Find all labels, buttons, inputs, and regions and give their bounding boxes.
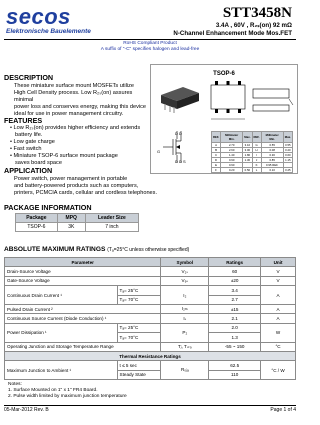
- dim-cell: B: [212, 148, 221, 153]
- amr-condition: Tₐ= 25°C: [117, 286, 161, 295]
- amr-rating: ±15: [209, 304, 261, 313]
- amr-unit: A: [261, 286, 296, 305]
- dim-header: REF.: [252, 132, 261, 143]
- amr-unit: °C: [261, 342, 296, 351]
- dim-cell: 0.10: [261, 168, 283, 173]
- header-rule: [4, 39, 296, 40]
- amr-row-vgs: [5, 276, 296, 285]
- feature-item: • Fast switch: [10, 146, 42, 152]
- dim-header: Millimeter Min.: [221, 132, 243, 143]
- dim-cell: 2.70: [221, 143, 243, 148]
- amr-row-tj: [5, 342, 296, 351]
- amr-unit: A: [261, 314, 296, 323]
- amr-row-idm: [5, 304, 296, 313]
- dimension-table: [211, 131, 293, 173]
- amr-param: Continuous Source Current (Diode Conduction) ¹: [5, 314, 161, 323]
- pin-label-bottom: D D S: [175, 159, 186, 164]
- dim-cell: 1.15: [285, 158, 291, 162]
- feature-item: saves board space: [15, 160, 62, 166]
- amr-rating: 1.3: [209, 333, 261, 342]
- amr-rating: -55 ~ 150: [209, 342, 261, 351]
- feature-item: battery life.: [15, 132, 43, 138]
- amr-symbol: I₂ₘ: [161, 304, 209, 313]
- amr-row-pd-25: [5, 323, 296, 332]
- notes: [8, 382, 127, 400]
- amr-param: Gate-Source Voltage: [5, 276, 161, 285]
- amr-rating: 62.5: [209, 361, 261, 370]
- brand-subtitle: Elektronische Bauelemente: [6, 28, 91, 35]
- amr-rating: 2.1: [209, 314, 261, 323]
- amr-row-id-25: [5, 286, 296, 295]
- application-title: APPLICATION: [4, 166, 53, 175]
- dim-cell: K: [252, 163, 261, 168]
- amr-header: Unit: [261, 258, 296, 267]
- amr-header: Symbol: [161, 258, 209, 267]
- application-line: Power switch, power management in portable: [14, 176, 128, 182]
- dim-cell: 2.60: [221, 148, 243, 153]
- dim-header: Max.: [283, 132, 292, 143]
- amr-rating: 60: [209, 267, 261, 276]
- amr-param: Maximum Junction to Ambient ¹: [5, 361, 118, 380]
- amr-unit: A: [261, 304, 296, 313]
- application-line: and battery-powered products such as computers,: [14, 183, 139, 189]
- amr-condition: Tₐ= 70°C: [117, 295, 161, 304]
- dim-cell: 0.25: [285, 168, 291, 172]
- amr-condition: t ≤ 5 sec: [117, 361, 161, 370]
- ordering-header: Package: [16, 214, 58, 223]
- dim-cell: 0.20: [221, 168, 243, 173]
- rohs-line-2: A suffix of "-C" specifies halogen and lead-free: [100, 47, 200, 52]
- notes-title: Notes:: [8, 382, 22, 387]
- note-item: 1. Surface Mounted on 1" x 1" FR4 Board.: [8, 388, 98, 393]
- feature-item: • Low gate charge: [10, 139, 55, 145]
- package-drawing: [155, 79, 295, 129]
- dim-cell: 0.55: [285, 143, 291, 147]
- amr-condition: Tₐ= 25°C: [117, 323, 161, 332]
- amr-param: Power Dissipation ¹: [5, 323, 118, 342]
- amr-symbol: R₀ⱼₐ: [161, 361, 209, 380]
- dim-header: REF.: [212, 132, 221, 143]
- amr-condition: Steady State: [117, 370, 161, 379]
- amr-symbol: I₂: [161, 286, 209, 305]
- amr-param: Continuous Drain Current ¹: [5, 286, 118, 305]
- amr-table: [4, 257, 296, 380]
- amr-symbol: V₉ₛ: [161, 276, 209, 285]
- amr-rating: 2.0: [209, 323, 261, 332]
- amr-title-text: ABSOLUTE MAXIMUM RATINGS: [4, 246, 106, 253]
- dim-cell: 1.80: [244, 153, 251, 157]
- dim-cell: 0.08: [261, 148, 283, 153]
- amr-unit: °C / W: [261, 361, 296, 380]
- dim-cell: 0.50: [244, 168, 251, 172]
- application-text: [14, 176, 184, 197]
- amr-symbol: P₂: [161, 323, 209, 342]
- dim-cell: 0.90: [221, 163, 243, 168]
- feature-item: • Low R₂ₛ(on) provides higher efficiency and extends: [10, 125, 141, 131]
- amr-rating: 110: [209, 370, 261, 379]
- thermal-title-row: [5, 351, 296, 360]
- amr-header: Ratings: [209, 258, 261, 267]
- dim-cell: 0.85: [261, 158, 283, 163]
- dim-cell: C: [212, 153, 221, 158]
- amr-unit: V: [261, 276, 296, 285]
- amr-param: Pulsed Drain Current ²: [5, 304, 161, 313]
- amr-header: Parameter: [5, 258, 161, 267]
- description-line: power loss and conserves energy, making this device: [14, 104, 147, 110]
- amr-param: Operating Junction and Storage Temperature Range: [5, 342, 161, 351]
- dim-cell: G: [252, 143, 261, 148]
- description-line: These miniature surface mount MOSFETs utilize: [14, 83, 134, 89]
- dim-cell: F: [212, 168, 221, 173]
- dim-cell: 1.40: [221, 153, 243, 158]
- ordering-table: [15, 213, 139, 232]
- amr-row-is: [5, 314, 296, 323]
- description-line: High Cell Density process. Low R₂ₛ(on) assures minimal: [14, 90, 133, 103]
- amr-condition: Tₐ= 70°C: [117, 333, 161, 342]
- dim-cell: 0.95 REF.: [261, 163, 283, 168]
- amr-header-row: [5, 258, 296, 267]
- ordering-cell: 7 inch: [85, 223, 138, 232]
- brand-logo: secos: [6, 4, 71, 29]
- amr-rating: ±20: [209, 276, 261, 285]
- features-title: FEATURES: [4, 116, 43, 125]
- spec-line-2: N-Channel Enhancement Mode Mos.FET: [173, 30, 292, 37]
- note-item: 2. Pulse width limited by maximum junction temperature: [8, 394, 127, 399]
- pin-label-gate: G: [157, 149, 161, 154]
- amr-param: Drain-Source Voltage: [5, 267, 161, 276]
- ordering-header-row: [16, 214, 139, 223]
- dim-cell: D: [212, 158, 221, 163]
- part-number: STT3458N: [222, 5, 292, 21]
- dim-cell: 0.30: [261, 153, 283, 158]
- thermal-row-5s: [5, 361, 296, 370]
- dim-cell: 3.10: [244, 143, 251, 147]
- amr-title: [4, 246, 189, 253]
- footer-rule: [4, 405, 296, 406]
- dim-cell: J: [252, 158, 261, 163]
- footer-date: 05-Mar-2012 Rev. B: [4, 407, 49, 413]
- dim-cell: L: [252, 168, 261, 173]
- package-outline-box: [150, 64, 298, 174]
- package-info-title: PACKAGE INFORMATION: [4, 203, 92, 212]
- description-text: [14, 83, 150, 118]
- amr-unit: W: [261, 323, 296, 342]
- application-line: printers, PCMCIA cards, cellular and cordless telephones.: [14, 190, 158, 196]
- dimension-row: [212, 168, 293, 173]
- pin-label-top: D D: [175, 131, 182, 136]
- amr-symbol: Tⱼ, Tₛₜ₉: [161, 342, 209, 351]
- description-title: DESCRIPTION: [4, 73, 54, 82]
- package-label: TSOP-6: [213, 71, 235, 77]
- dimension-header-row: [212, 132, 293, 143]
- ordering-header: Leader Size: [85, 214, 138, 223]
- dim-cell: H: [252, 148, 261, 153]
- amr-unit: V: [261, 267, 296, 276]
- amr-rating: 3.4: [209, 286, 261, 295]
- dim-cell: 1.30: [244, 158, 251, 162]
- dim-cell: E: [212, 163, 221, 168]
- features-list: [10, 125, 148, 167]
- dim-cell: 0.20: [285, 148, 291, 152]
- footer-page: Page 1 of 4: [270, 407, 296, 413]
- amr-symbol: Iₛ: [161, 314, 209, 323]
- dim-cell: 0.90: [221, 158, 243, 163]
- amr-rating: 2.7: [209, 295, 261, 304]
- feature-item: • Miniature TSOP-6 surface mount package: [10, 153, 118, 159]
- amr-symbol: V₂ₛ: [161, 267, 209, 276]
- thermal-title: Thermal Resistance Ratings: [5, 351, 296, 360]
- amr-row-vds: [5, 267, 296, 276]
- description-line: ideal for use in power management circuitry.: [14, 111, 124, 117]
- amr-title-note: (Tₐ=25°C unless otherwise specified): [107, 247, 190, 253]
- rohs-line-1: RoHS Compliant Product: [123, 41, 177, 46]
- ordering-row: [16, 223, 139, 232]
- dim-cell: I: [252, 153, 261, 158]
- dim-cell: 0.60: [285, 153, 291, 157]
- spec-line-1: 3.4A , 60V , R₂ₛ(on) 92 mΩ: [215, 22, 292, 29]
- ordering-cell: 3K: [57, 223, 85, 232]
- ordering-cell: TSOP-6: [16, 223, 58, 232]
- dim-cell: A: [212, 143, 221, 148]
- ordering-header: MPQ: [57, 214, 85, 223]
- dim-cell: 0.55: [261, 143, 283, 148]
- dim-cell: 3.00: [244, 148, 251, 152]
- dim-header: Max.: [243, 132, 252, 143]
- dim-header: Millimeter Min.: [261, 132, 283, 143]
